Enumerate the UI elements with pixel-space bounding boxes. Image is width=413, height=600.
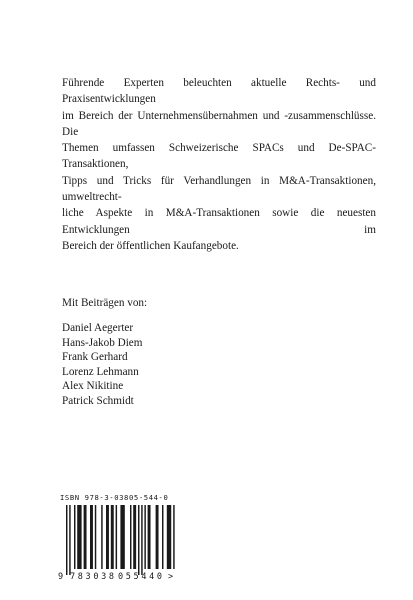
barcode-left-digits: 783038 <box>70 572 114 582</box>
contributor-name: Frank Gerhard <box>62 351 128 364</box>
barcode-bar <box>138 505 139 575</box>
barcode-bar <box>156 505 159 569</box>
intro-line: im Bereich der Unternehmensübernahmen und -zusammenschlüsse. Die <box>62 109 376 138</box>
contributors-list <box>62 321 142 409</box>
barcode-bar <box>173 505 174 569</box>
barcode-bar <box>106 505 109 569</box>
barcode-bar <box>116 505 117 569</box>
barcode-bar <box>90 505 93 569</box>
barcode-bar <box>84 505 87 569</box>
isbn-barcode <box>58 493 178 583</box>
barcode-graphic <box>58 505 178 583</box>
barcode-bar <box>77 505 81 569</box>
barcode-bar <box>144 505 145 569</box>
barcode-bar <box>69 505 70 575</box>
contributor-name: Patrick Schmidt <box>62 394 134 407</box>
barcode-bar <box>101 505 102 569</box>
intro-line: liche Aspekte in M&A-Transaktionen sowie die neuesten Entwicklungen im <box>62 207 376 236</box>
barcode-bar <box>162 505 163 569</box>
intro-line: Tipps und Tricks für Verhandlungen in M&A-Transaktionen, umweltrecht- <box>62 174 376 204</box>
contributor-name: Alex Nikitine <box>62 380 124 393</box>
isbn-label: ISBN 978-3-03805-544-0 <box>60 493 169 502</box>
contributors-heading: Mit Beiträgen von: <box>62 297 148 309</box>
contributor-name: Lorenz Lehmann <box>62 365 139 378</box>
intro-line: Bereich der öffentlichen Kaufangebote. <box>62 239 239 252</box>
barcode-bar <box>167 505 171 569</box>
barcode-prefix-digit: 9 <box>58 572 64 582</box>
barcode-right-digits: 055440 <box>118 572 162 582</box>
barcode-bar <box>95 505 96 569</box>
barcode-bar <box>74 505 75 569</box>
barcode-bar <box>111 505 114 569</box>
barcode-bar <box>120 505 124 569</box>
contributor-name: Daniel Aegerter <box>62 322 134 334</box>
barcode-bar <box>66 505 67 575</box>
intro-line: Themen umfassen Schweizerische SPACs und De-SPAC-Transaktionen, <box>62 142 376 171</box>
barcode-bar <box>133 505 136 569</box>
contributor-name: Hans-Jakob Diem <box>62 336 143 349</box>
barcode-quiet-zone-mark: > <box>168 572 174 582</box>
barcode-bar <box>141 505 142 575</box>
barcode-bar <box>148 505 151 569</box>
barcode-bar <box>130 505 131 569</box>
intro-line: Führende Experten beleuchten aktuelle Rechts- und Praxisentwicklungen <box>62 77 376 106</box>
intro-paragraph <box>62 75 376 254</box>
barcode-bars <box>66 505 178 575</box>
